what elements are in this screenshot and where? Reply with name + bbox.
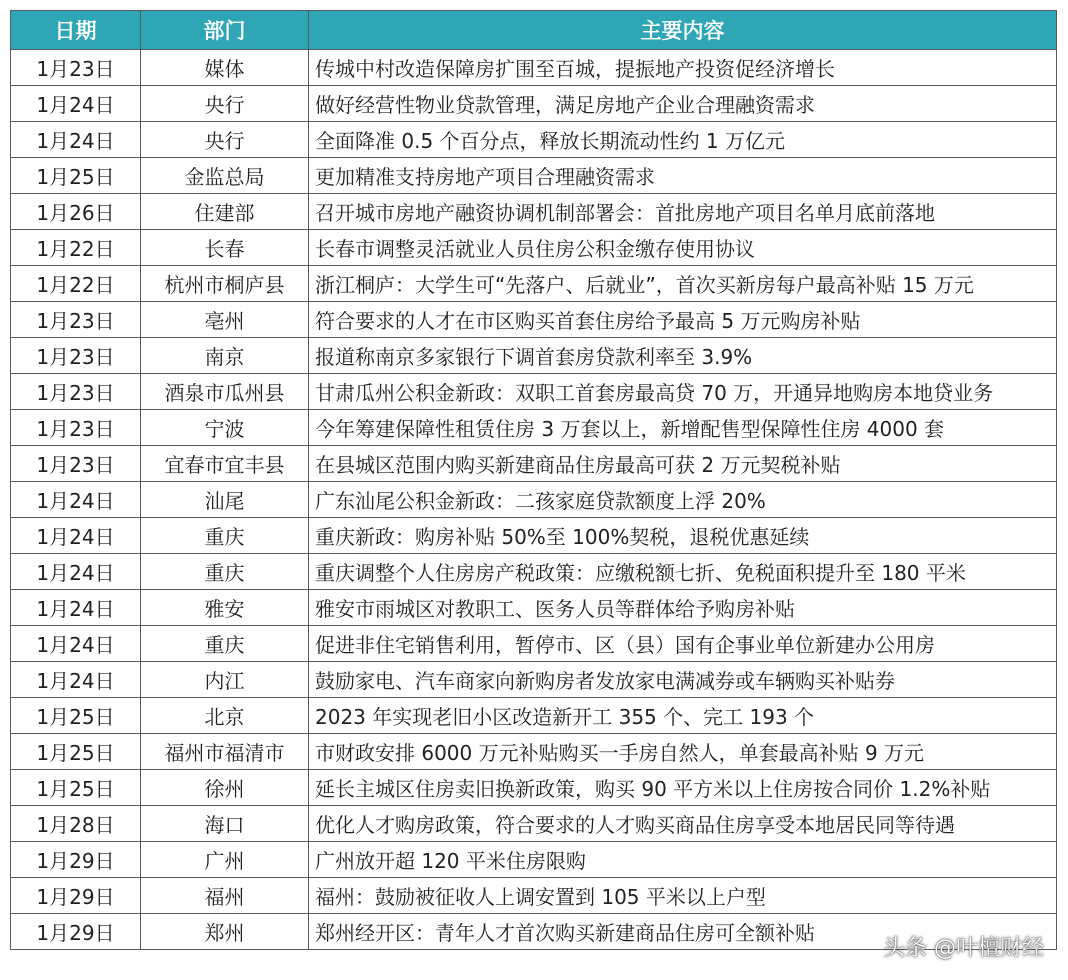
table-row — [11, 410, 1057, 446]
table-row — [11, 158, 1057, 194]
table-row — [11, 338, 1057, 374]
table-body — [11, 50, 1057, 950]
date-cell: 1月24日 — [11, 590, 141, 626]
date-cell: 1月25日 — [11, 158, 141, 194]
table-row — [11, 878, 1057, 914]
table-row — [11, 266, 1057, 302]
department-cell: 广州 — [141, 842, 309, 878]
content-cell: 2023 年实现老旧小区改造新开工 355 个、完工 193 个 — [309, 698, 1057, 734]
department-cell: 央行 — [141, 86, 309, 122]
table-row — [11, 842, 1057, 878]
date-cell: 1月28日 — [11, 806, 141, 842]
table-row — [11, 50, 1057, 86]
content-cell: 鼓励家电、汽车商家向新购房者发放家电满减券或车辆购买补贴券 — [309, 662, 1057, 698]
table-header-row — [11, 11, 1057, 50]
date-cell: 1月25日 — [11, 734, 141, 770]
header-department: 部门 — [141, 11, 309, 50]
department-cell: 杭州市桐庐县 — [141, 266, 309, 302]
content-cell: 今年筹建保障性租赁住房 3 万套以上，新增配售型保障性住房 4000 套 — [309, 410, 1057, 446]
table-row — [11, 302, 1057, 338]
content-cell: 浙江桐庐：大学生可“先落户、后就业”，首次买新房每户最高补贴 15 万元 — [309, 266, 1057, 302]
department-cell: 媒体 — [141, 50, 309, 86]
content-cell: 做好经营性物业贷款管理，满足房地产企业合理融资需求 — [309, 86, 1057, 122]
content-cell: 促进非住宅销售利用，暂停市、区（县）国有企事业单位新建办公用房 — [309, 626, 1057, 662]
department-cell: 内江 — [141, 662, 309, 698]
date-cell: 1月23日 — [11, 302, 141, 338]
date-cell: 1月26日 — [11, 194, 141, 230]
department-cell: 酒泉市瓜州县 — [141, 374, 309, 410]
date-cell: 1月24日 — [11, 518, 141, 554]
date-cell: 1月24日 — [11, 626, 141, 662]
date-cell: 1月24日 — [11, 554, 141, 590]
content-cell: 甘肃瓜州公积金新政：双职工首套房最高贷 70 万，开通异地购房本地贷业务 — [309, 374, 1057, 410]
date-cell: 1月24日 — [11, 482, 141, 518]
date-cell: 1月24日 — [11, 662, 141, 698]
table-row — [11, 482, 1057, 518]
date-cell: 1月23日 — [11, 50, 141, 86]
date-cell: 1月23日 — [11, 446, 141, 482]
content-cell: 更加精准支持房地产项目合理融资需求 — [309, 158, 1057, 194]
table-row — [11, 626, 1057, 662]
content-cell: 市财政安排 6000 万元补贴购买一手房自然人，单套最高补贴 9 万元 — [309, 734, 1057, 770]
table-row — [11, 518, 1057, 554]
date-cell: 1月24日 — [11, 122, 141, 158]
date-cell: 1月29日 — [11, 842, 141, 878]
department-cell: 雅安 — [141, 590, 309, 626]
content-cell: 雅安市雨城区对教职工、医务人员等群体给予购房补贴 — [309, 590, 1057, 626]
date-cell: 1月22日 — [11, 266, 141, 302]
content-cell: 重庆调整个人住房房产税政策：应缴税额七折、免税面积提升至 180 平米 — [309, 554, 1057, 590]
table-row — [11, 734, 1057, 770]
content-cell: 优化人才购房政策，符合要求的人才购买商品住房享受本地居民同等待遇 — [309, 806, 1057, 842]
department-cell: 长春 — [141, 230, 309, 266]
content-cell: 广东汕尾公积金新政：二孩家庭贷款额度上浮 20% — [309, 482, 1057, 518]
watermark: 头条 @叶檀财经 — [883, 936, 1044, 961]
department-cell: 福州 — [141, 878, 309, 914]
department-cell: 金监总局 — [141, 158, 309, 194]
content-cell: 郑州经开区：青年人才首次购买新建商品住房可全额补贴 — [309, 914, 1057, 950]
table-row — [11, 446, 1057, 482]
department-cell: 宁波 — [141, 410, 309, 446]
content-cell: 全面降准 0.5 个百分点，释放长期流动性约 1 万亿元 — [309, 122, 1057, 158]
table-row — [11, 122, 1057, 158]
table-row — [11, 662, 1057, 698]
content-cell: 在县城区范围内购买新建商品住房最高可获 2 万元契税补贴 — [309, 446, 1057, 482]
table-row — [11, 194, 1057, 230]
content-cell: 延长主城区住房卖旧换新政策，购买 90 平方米以上住房按合同价 1.2%补贴 — [309, 770, 1057, 806]
department-cell: 汕尾 — [141, 482, 309, 518]
department-cell: 亳州 — [141, 302, 309, 338]
date-cell: 1月23日 — [11, 374, 141, 410]
content-cell: 报道称南京多家银行下调首套房贷款利率至 3.9% — [309, 338, 1057, 374]
date-cell: 1月24日 — [11, 86, 141, 122]
content-cell: 召开城市房地产融资协调机制部署会：首批房地产项目名单月底前落地 — [309, 194, 1057, 230]
department-cell: 海口 — [141, 806, 309, 842]
table-row — [11, 230, 1057, 266]
date-cell: 1月29日 — [11, 878, 141, 914]
department-cell: 重庆 — [141, 626, 309, 662]
department-cell: 徐州 — [141, 770, 309, 806]
content-cell: 广州放开超 120 平米住房限购 — [309, 842, 1057, 878]
department-cell: 郑州 — [141, 914, 309, 950]
policy-table-container — [10, 10, 1056, 950]
date-cell: 1月25日 — [11, 770, 141, 806]
table-row — [11, 770, 1057, 806]
department-cell: 北京 — [141, 698, 309, 734]
department-cell: 住建部 — [141, 194, 309, 230]
policy-table — [10, 10, 1057, 950]
table-row — [11, 86, 1057, 122]
department-cell: 南京 — [141, 338, 309, 374]
content-cell: 传城中村改造保障房扩围至百城，提振地产投资促经济增长 — [309, 50, 1057, 86]
header-content: 主要内容 — [309, 11, 1057, 50]
date-cell: 1月22日 — [11, 230, 141, 266]
date-cell: 1月29日 — [11, 914, 141, 950]
table-row — [11, 806, 1057, 842]
content-cell: 长春市调整灵活就业人员住房公积金缴存使用协议 — [309, 230, 1057, 266]
department-cell: 宜春市宜丰县 — [141, 446, 309, 482]
department-cell: 央行 — [141, 122, 309, 158]
table-row — [11, 590, 1057, 626]
date-cell: 1月25日 — [11, 698, 141, 734]
department-cell: 重庆 — [141, 518, 309, 554]
department-cell: 福州市福清市 — [141, 734, 309, 770]
content-cell: 符合要求的人才在市区购买首套住房给予最高 5 万元购房补贴 — [309, 302, 1057, 338]
content-cell: 重庆新政：购房补贴 50%至 100%契税，退税优惠延续 — [309, 518, 1057, 554]
department-cell: 重庆 — [141, 554, 309, 590]
table-row — [11, 374, 1057, 410]
table-row — [11, 698, 1057, 734]
date-cell: 1月23日 — [11, 338, 141, 374]
table-row — [11, 554, 1057, 590]
content-cell: 福州：鼓励被征收人上调安置到 105 平米以上户型 — [309, 878, 1057, 914]
header-date: 日期 — [11, 11, 141, 50]
date-cell: 1月23日 — [11, 410, 141, 446]
